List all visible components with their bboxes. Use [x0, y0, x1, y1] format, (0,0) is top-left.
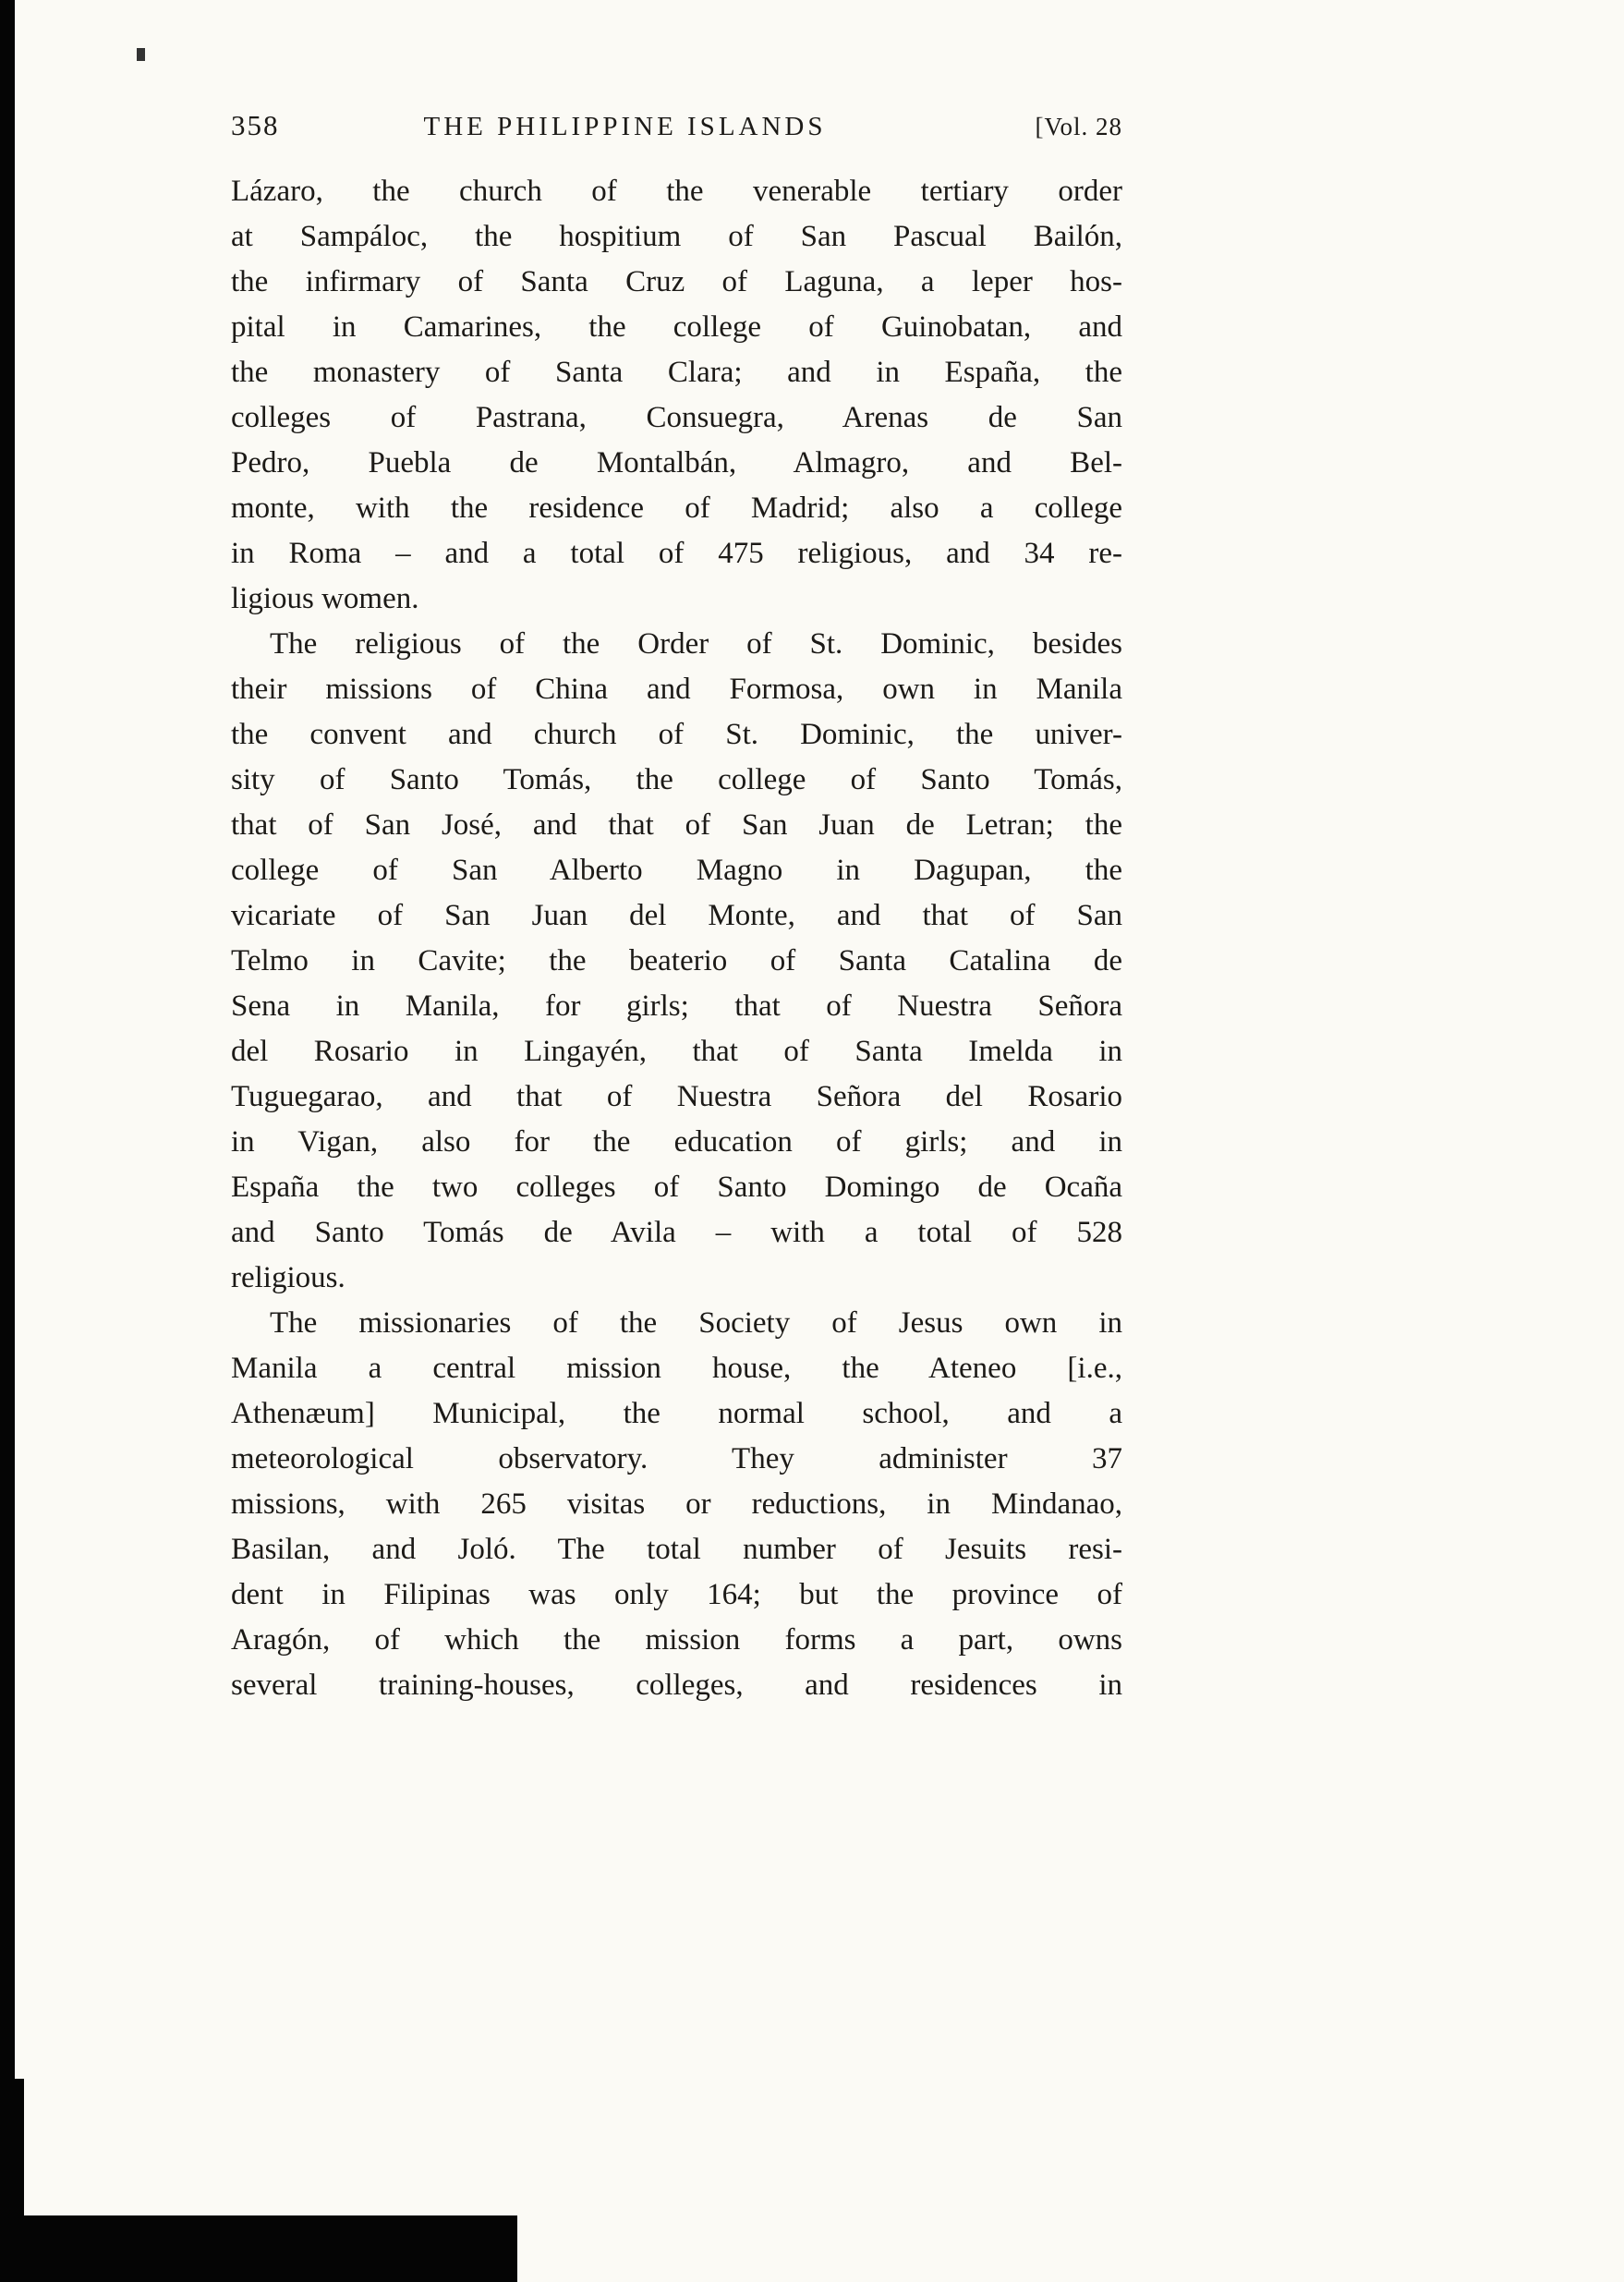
text-line: España the two colleges of Santo Domingo de Ocaña [231, 1171, 1122, 1204]
text-line: at Sampáloc, the hospitium of San Pascual Bailón, [231, 220, 1122, 253]
running-title: THE PHILIPPINE ISLANDS [423, 112, 827, 141]
text-line: several training-houses, colleges, and residences in [231, 1669, 1122, 1702]
text-line: the convent and church of St. Dominic, the univer- [231, 718, 1122, 751]
text-line: Basilan, and Joló. The total number of Jesuits resi- [231, 1533, 1122, 1566]
text-line: missions, with 265 visitas or reductions, in Mindanao, [231, 1487, 1122, 1521]
text-line: Pedro, Puebla de Montalbán, Almagro, and Bel- [231, 446, 1122, 479]
text-line: the infirmary of Santa Cruz of Laguna, a leper hos- [231, 265, 1122, 298]
text-line: in Vigan, also for the education of girls; and in [231, 1125, 1122, 1159]
paragraph [231, 1301, 1122, 1708]
text-line: in Roma – and a total of 475 religious, and 34 re- [231, 537, 1122, 570]
text-line: Aragón, of which the mission forms a part, owns [231, 1623, 1122, 1657]
text-line: the monastery of Santa Clara; and in España, the [231, 356, 1122, 389]
text-line: The missionaries of the Society of Jesus own in [270, 1306, 1122, 1340]
text-line: meteorological observatory. They administer 37 [231, 1442, 1122, 1475]
text-line: their missions of China and Formosa, own in Manila [231, 673, 1122, 706]
volume-label: [Vol. 28 [1035, 113, 1122, 140]
text-line: and Santo Tomás de Avila – with a total of 528 [231, 1216, 1122, 1249]
scan-artifact-left-strip [0, 0, 15, 2282]
text-line: pital in Camarines, the college of Guinobatan, and [231, 310, 1122, 344]
text-line: Manila a central mission house, the Ateneo [i.e., [231, 1352, 1122, 1385]
text-line: Sena in Manila, for girls; that of Nuestra Señora [231, 989, 1122, 1023]
text-line: Tuguegarao, and that of Nuestra Señora del Rosario [231, 1080, 1122, 1113]
page-number: 358 [231, 109, 280, 141]
scan-artifact-bottom-block [0, 2215, 517, 2282]
page-body [231, 169, 1122, 1708]
text-line: Lázaro, the church of the venerable tertiary order [231, 175, 1122, 208]
text-line: college of San Alberto Magno in Dagupan, the [231, 854, 1122, 887]
text-line: colleges of Pastrana, Consuegra, Arenas de San [231, 401, 1122, 434]
text-line: vicariate of San Juan del Monte, and that of San [231, 899, 1122, 932]
text-line: that of San José, and that of San Juan de Letran; the [231, 808, 1122, 842]
paragraph [231, 169, 1122, 622]
text-line: The religious of the Order of St. Dominic, besides [270, 627, 1122, 661]
page-header [231, 109, 1122, 142]
text-line: religious. [231, 1261, 345, 1294]
text-line: sity of Santo Tomás, the college of Santo Tomás, [231, 763, 1122, 796]
paragraph [231, 622, 1122, 1301]
text-line: Telmo in Cavite; the beaterio of Santa Catalina de [231, 944, 1122, 977]
scan-artifact-top-speck [137, 48, 145, 61]
text-line: ligious women. [231, 582, 419, 615]
text-line: dent in Filipinas was only 164; but the province of [231, 1578, 1122, 1611]
text-line: Athenæum] Municipal, the normal school, and a [231, 1397, 1122, 1430]
text-line: del Rosario in Lingayén, that of Santa Imelda in [231, 1035, 1122, 1068]
text-line: monte, with the residence of Madrid; also a college [231, 492, 1122, 525]
